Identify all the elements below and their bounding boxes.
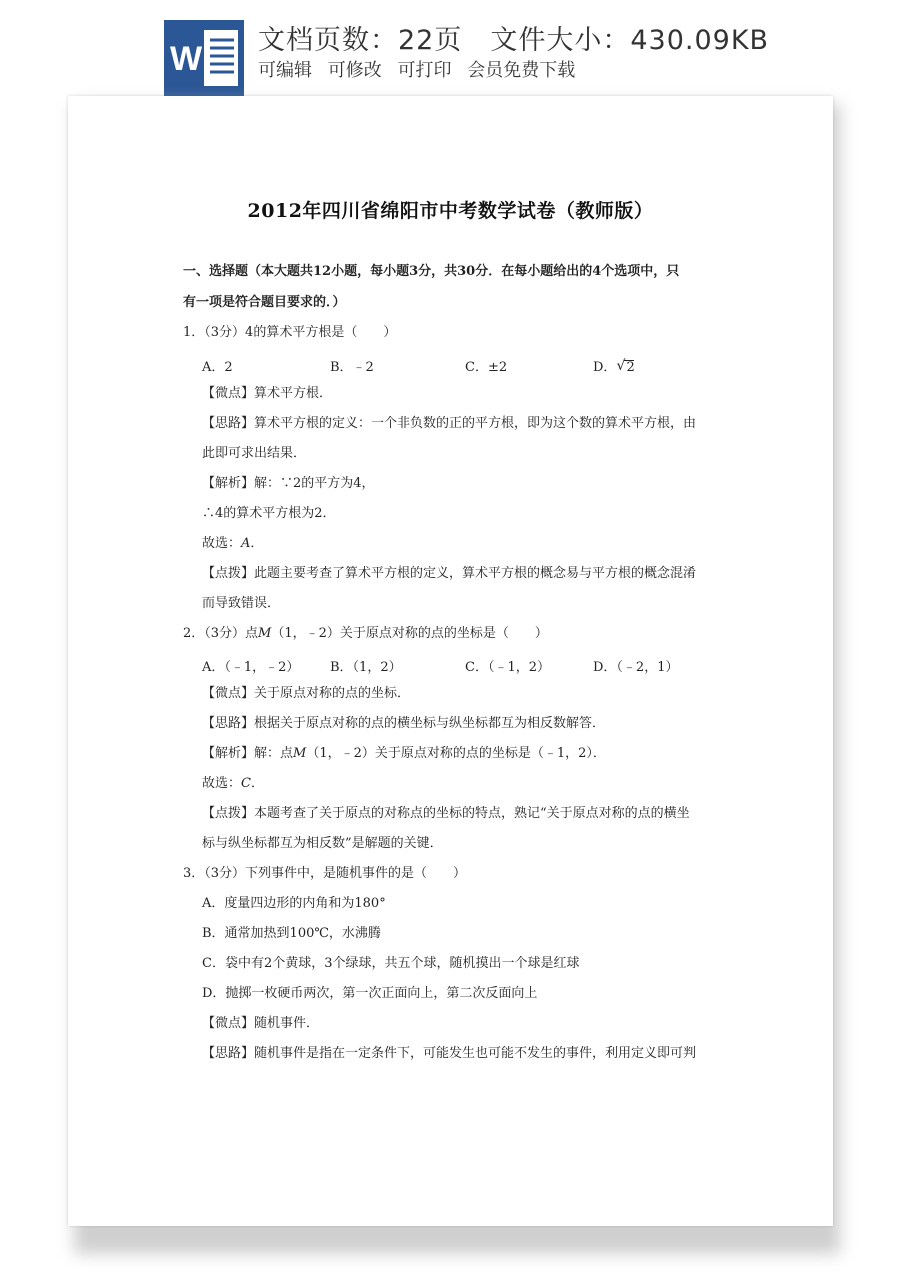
feature-tags [258, 56, 585, 82]
word-document-icon [164, 20, 244, 96]
q3-idea-line1: 【思路】随机事件是指在一定条件下，可能发生也可能不发生的事件，利用定义即可判 [202, 1046, 697, 1061]
q1-tip-line2: 而导致错误． [202, 596, 281, 611]
q1-option-d: D． √ 2 [593, 358, 635, 375]
q1-option-a: A．2 [202, 360, 233, 375]
q1-option-b: B．﹣2 [330, 360, 374, 375]
q3-option-d: D．抛掷一枚硬币两次，第一次正面向上，第二次反面向上 [202, 986, 538, 1001]
document-info [258, 18, 769, 57]
q2-option-c: C．（﹣1，2） [465, 660, 550, 675]
q1-tip-line1: 【点拨】此题主要考查了算术平方根的定义，算术平方根的概念易与平方根的概念混淆 [202, 566, 697, 581]
download-banner [0, 0, 900, 100]
q2-option-b: B．（1，2） [330, 660, 402, 675]
q2-analysis: 【解析】解：点M（1，﹣2）关于原点对称的点的坐标是（﹣1，2）． [202, 746, 606, 761]
q2-option-d: D．（﹣2，1） [593, 660, 679, 675]
q1-answer: 故选：A． [202, 536, 264, 551]
word-logo-letter: W [169, 40, 203, 78]
q1-point: 【微点】算术平方根． [202, 386, 333, 401]
tag-editable: 可编辑 [258, 60, 312, 81]
q1-analysis-line1: 【解析】解：∵2的平方为4， [202, 476, 375, 491]
q3-stem: 3．（3分）下列事件中，是随机事件的是（ ） [183, 866, 467, 881]
q2-tip-line1: 【点拨】本题考查了关于原点的对称点的坐标的特点，熟记“关于原点对称的点的横坐 [202, 806, 690, 821]
tag-modifiable: 可修改 [327, 60, 382, 81]
q1-stem: 1．（3分）4的算术平方根是（ ） [183, 325, 397, 340]
q1-analysis-line2: ∴4的算术平方根为2． [202, 506, 336, 521]
tag-printable: 可打印 [397, 60, 452, 81]
section-heading-line1: 一、选择题（本大题共12小题，每小题3分，共30分．在每小题给出的4个选项中，只 [183, 264, 680, 279]
q3-option-c: C．袋中有2个黄球，3个绿球，共五个球，随机摸出一个球是红球 [202, 956, 580, 971]
page-count: 文档页数：22页 [258, 25, 463, 56]
q3-option-a: A．度量四边形的内角和为180° [202, 896, 386, 911]
document-page [68, 96, 833, 1226]
q2-idea: 【思路】根据关于原点对称的点的横坐标与纵坐标都互为相反数解答． [202, 716, 606, 731]
q1-option-c: C．±2 [465, 360, 508, 375]
file-size: 文件大小：430.09KB [490, 25, 770, 56]
q3-point: 【微点】随机事件． [202, 1016, 320, 1031]
section-heading-line2: 有一项是符合题目要求的．） [183, 295, 346, 310]
q2-option-a: A．（﹣1，﹣2） [202, 660, 300, 675]
tag-free-download: 会员免费下载 [467, 60, 576, 81]
q2-answer: 故选：C． [202, 776, 264, 791]
q2-stem: 2．（3分）点M（1，﹣2）关于原点对称的点的坐标是（ ） [183, 626, 548, 641]
q2-tip-line2: 标与纵坐标都互为相反数”是解题的关键． [202, 836, 443, 851]
q2-point: 【微点】关于原点对称的点的坐标． [202, 686, 411, 701]
q1-idea-line2: 此即可求出结果． [202, 446, 307, 461]
doc-title: 2012年四川省绵阳市中考数学试卷（教师版） [247, 200, 654, 222]
q3-option-b: B．通常加热到100℃，水沸腾 [202, 926, 381, 941]
sqrt-symbol: √ 2 [616, 358, 635, 375]
q1-idea-line1: 【思路】算术平方根的定义：一个非负数的正的平方根，即为这个数的算术平方根，由 [202, 416, 697, 431]
